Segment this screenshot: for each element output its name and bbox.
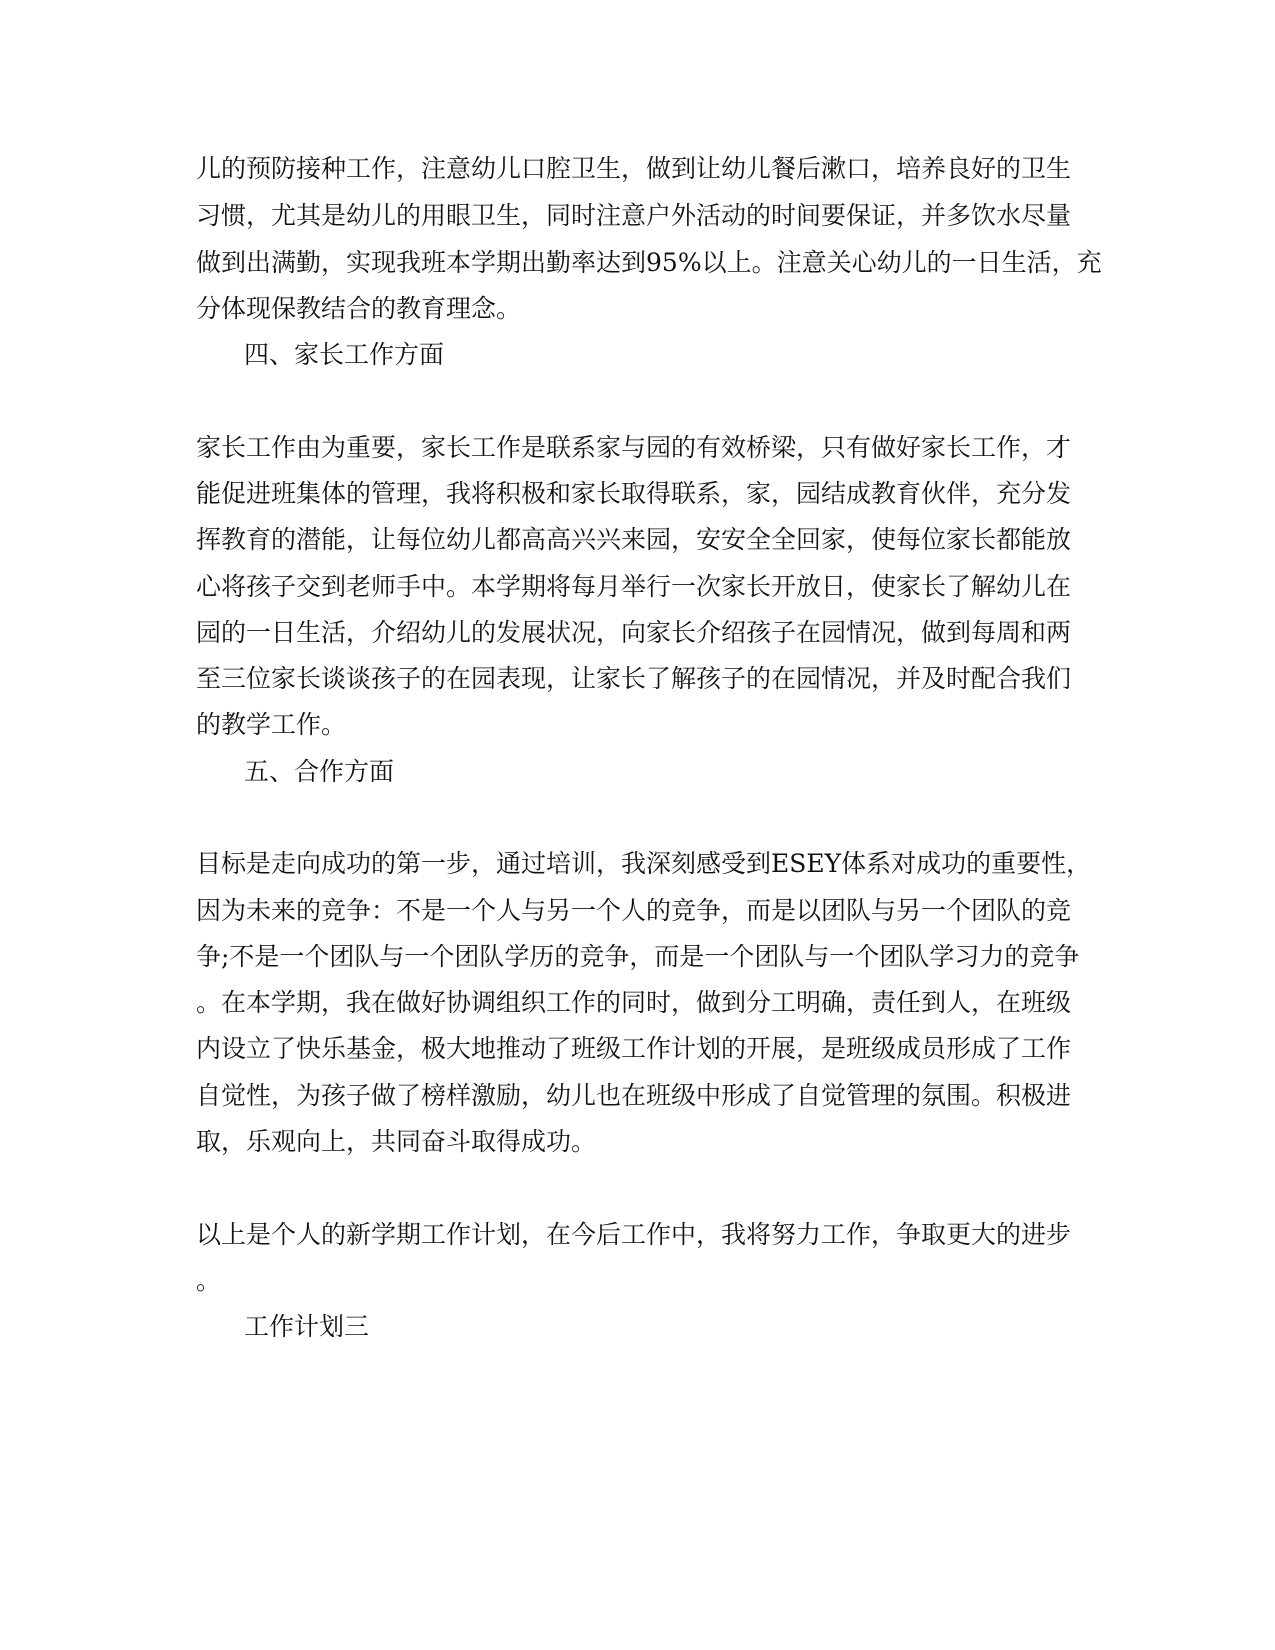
section-heading: 五、合作方面 xyxy=(244,757,395,786)
paragraph-line: 的教学工作。 xyxy=(196,710,347,739)
paragraph-line: 挥教育的潜能，让每位幼儿都高高兴兴来园，安安全全回家，使每位家长都能放 xyxy=(196,525,1072,554)
paragraph-line: 儿的预防接种工作，注意幼儿口腔卫生，做到让幼儿餐后漱口，培养良好的卫生 xyxy=(196,154,1072,183)
section-heading: 四、家长工作方面 xyxy=(244,340,445,369)
paragraph-line: 因为未来的竞争：不是一个人与另一个人的竞争，而是以团队与另一个团队的竞 xyxy=(196,896,1072,925)
paragraph-line: 园的一日生活，介绍幼儿的发展状况，向家长介绍孩子在园情况，做到每周和两 xyxy=(196,618,1072,647)
paragraph-line: 习惯，尤其是幼儿的用眼卫生，同时注意户外活动的时间要保证，并多饮水尽量 xyxy=(196,201,1072,230)
paragraph-line: 目标是走向成功的第一步，通过培训，我深刻感受到ESEY体系对成功的重要性， xyxy=(196,849,1092,878)
paragraph-line: 分体现保教结合的教育理念。 xyxy=(196,294,522,323)
paragraph-line: 能促进班集体的管理，我将积极和家长取得联系，家，园结成教育伙伴，充分发 xyxy=(196,479,1072,508)
paragraph-line: 做到出满勤，实现我班本学期出勤率达到95%以上。注意关心幼儿的一日生活，充 xyxy=(196,248,1102,277)
paragraph-line: 。 xyxy=(196,1266,222,1295)
paragraph-line: 心将孩子交到老师手中。本学期将每月举行一次家长开放日，使家长了解幼儿在 xyxy=(196,572,1072,601)
paragraph-line: 争;不是一个团队与一个团队学历的竞争，而是一个团队与一个团队学习力的竞争 xyxy=(196,942,1080,971)
paragraph-line: 取，乐观向上，共同奋斗取得成功。 xyxy=(196,1127,597,1156)
section-heading: 工作计划三 xyxy=(244,1312,370,1341)
paragraph-line: 。在本学期，我在做好协调组织工作的同时，做到分工明确，责任到人，在班级 xyxy=(196,988,1072,1017)
paragraph-line: 至三位家长谈谈孩子的在园表现，让家长了解孩子的在园情况，并及时配合我们 xyxy=(196,664,1072,693)
paragraph-line: 自觉性，为孩子做了榜样激励，幼儿也在班级中形成了自觉管理的氛围。积极进 xyxy=(196,1081,1072,1110)
paragraph-line: 家长工作由为重要，家长工作是联系家与园的有效桥梁，只有做好家长工作，才 xyxy=(196,433,1072,462)
paragraph-line: 以上是个人的新学期工作计划，在今后工作中，我将努力工作，争取更大的进步 xyxy=(196,1220,1072,1249)
paragraph-line: 内设立了快乐基金，极大地推动了班级工作计划的开展，是班级成员形成了工作 xyxy=(196,1034,1072,1063)
